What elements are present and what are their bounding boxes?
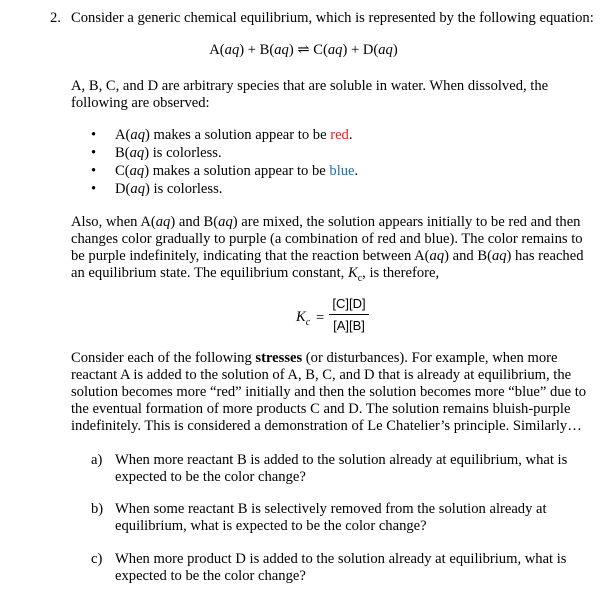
chemical-equation bbox=[0, 42, 607, 59]
kc-denominator: [A][B] bbox=[333, 318, 365, 333]
eq-aq: aq bbox=[224, 42, 240, 58]
bullet-icon: • bbox=[91, 163, 97, 179]
eq-species-c: C( bbox=[313, 42, 328, 58]
paragraph-line: an equilibrium state. The equilibrium constant, $K_c$, is therefore, bbox=[71, 265, 440, 284]
bullet-icon: • bbox=[91, 145, 97, 161]
paragraph-line: following are observed: bbox=[71, 95, 210, 111]
fraction-bar bbox=[329, 314, 369, 315]
subquestion-label: b) bbox=[91, 501, 104, 517]
eq-paren: ) bbox=[288, 42, 294, 58]
subquestion-text: When more product D is added to the solution already at equilibrium, what is bbox=[115, 551, 567, 567]
intro-paragraph bbox=[71, 78, 591, 112]
paragraph-line: solution becomes more “red” initially and then the solution becomes more “blue” due to bbox=[71, 384, 587, 400]
kc-numerator: [C][D] bbox=[332, 296, 366, 311]
paragraph-line: the eventual formation of more products C and D. The solution remains bluish-purple bbox=[71, 401, 571, 417]
paragraph-line: reactant A is added to the solution of A, B, C, and D that is already at equilibrium, the bbox=[71, 367, 572, 383]
eq-paren: ) bbox=[392, 42, 398, 58]
bullet-icon: • bbox=[91, 127, 97, 143]
stress-paragraph bbox=[71, 350, 591, 435]
eq-species-a: A( bbox=[209, 42, 225, 58]
subquestion-text: When some reactant B is selectively removed from the solution already at bbox=[115, 501, 547, 517]
list-item: D(aq) is colorless. bbox=[115, 181, 223, 197]
subquestion-text: expected to be the color change? bbox=[115, 469, 306, 485]
list-item: C(aq) makes a solution appear to be blue. bbox=[115, 163, 359, 179]
subquestion-text: When more reactant B is added to the solution already at equilibrium, what is bbox=[115, 452, 568, 468]
paragraph-line: Consider each of the following stresses (or disturbances). For example, when more bbox=[71, 350, 558, 366]
question-intro: Consider a generic chemical equilibrium, which is represented by the following equation: bbox=[71, 10, 594, 26]
paragraph-line: indefinitely. This is considered a demonstration of Le Chatelier’s principle. Similarly… bbox=[71, 418, 582, 434]
question-number: 2. bbox=[50, 10, 61, 26]
paragraph-line: Also, when A(aq) and B(aq) are mixed, the solution appears initially to be red and then bbox=[71, 214, 581, 230]
eq-aq: aq bbox=[327, 42, 343, 58]
list-item: B(aq) is colorless. bbox=[115, 145, 222, 161]
subquestion-label: c) bbox=[91, 551, 103, 567]
kc-symbol: $K_c$ bbox=[296, 309, 311, 328]
eq-aq: aq bbox=[274, 42, 289, 58]
subquestion-text: expected to be the color change? bbox=[115, 568, 306, 584]
bullet-icon: • bbox=[91, 181, 97, 197]
paragraph-line: be purple indefinitely, indicating that the reaction between A(aq) and B(aq) has reached bbox=[71, 248, 584, 264]
equilibrium-arrow-icon: ⇌ bbox=[297, 42, 310, 58]
eq-species-b: ) + B( bbox=[239, 42, 275, 58]
subquestion-text: equilibrium, what is expected to be the color change? bbox=[115, 518, 427, 534]
paragraph-line: changes color gradually to purple (a combination of red and blue). The color remains to bbox=[71, 231, 583, 247]
paragraph-line: A, B, C, and D are arbitrary species that are soluble in water. When dissolved, the bbox=[71, 78, 549, 94]
eq-species-d: ) + D( bbox=[342, 42, 379, 58]
list-item: A(aq) makes a solution appear to be red. bbox=[115, 127, 353, 143]
eq-aq: aq bbox=[378, 42, 393, 58]
mixing-paragraph bbox=[71, 214, 591, 282]
stresses-term: stresses bbox=[255, 350, 303, 366]
kc-equals: = bbox=[316, 310, 325, 326]
color-word-blue: blue bbox=[329, 163, 355, 179]
subquestion-label: a) bbox=[91, 452, 103, 468]
color-word-red: red bbox=[330, 127, 349, 143]
